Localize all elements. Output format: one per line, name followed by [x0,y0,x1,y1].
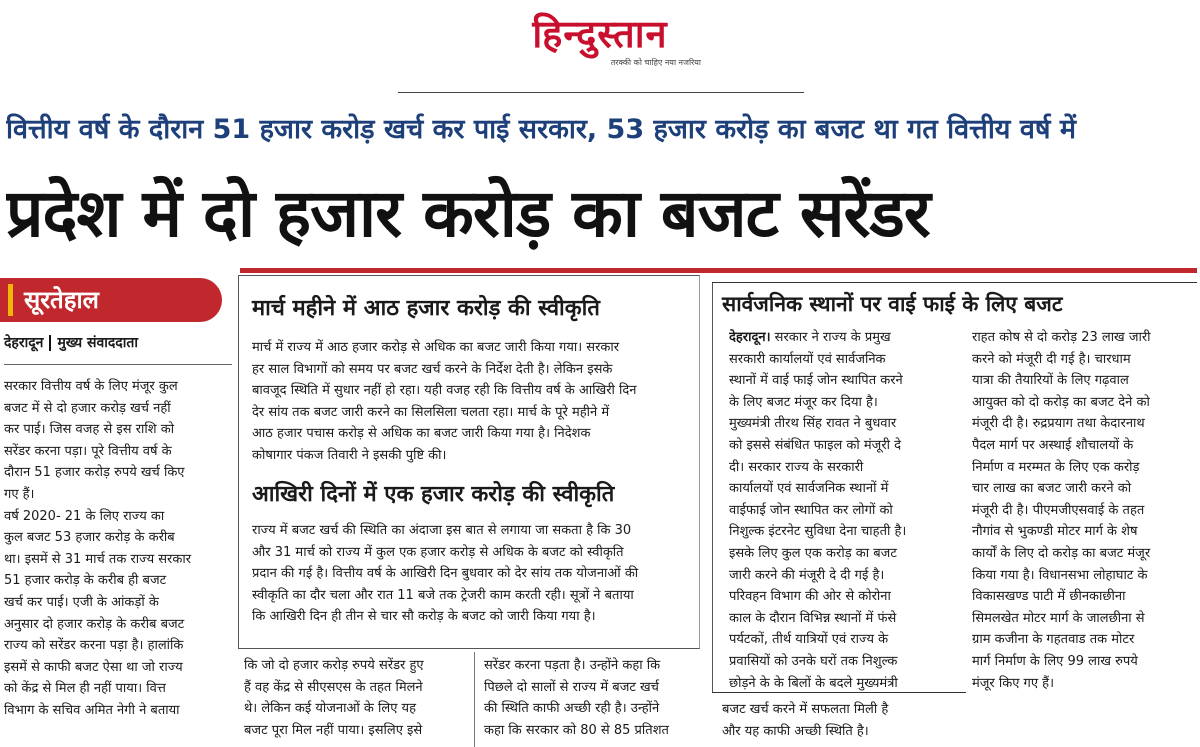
text-line: वाईफाई जोन स्थापित कर लोगों को [729,502,893,518]
kicker-headline: वित्तीय वर्ष के दौरान 51 हजार करोड़ खर्च कर पाई सरकार, 53 हजार करोड़ का बजट था गत वित्तीय वर्ष में [6,114,1077,145]
text-line: ग्राम कजीना के गहतवाड तक मोटर [972,632,1135,648]
story3-heading: सार्वजनिक स्थानों पर वाई फाई के लिए बजट [722,292,1063,316]
main-headline: प्रदेश में दो हजार करोड़ का बजट सरेंडर [6,175,930,252]
byline-place: देहरादून [4,335,44,351]
right-top-divider [712,282,1197,283]
section-tag-label: सूरतेहाल [24,286,99,314]
text-line: किया गया है। विधानसभा लोहाघाट के [972,567,1148,583]
text-line: को केंद्र से मिल ही नहीं पाया। वित्त [4,681,166,697]
text-line: सरेंडर करना पड़ा। पूरे वित्तीय वर्ष के [4,443,172,459]
text-line: गए हैं। [4,486,35,502]
text-line: हर साल विभागों को समय पर बजट खर्च करने के निर्देश देती है। लेकिन इसके [252,361,613,377]
text-line: छोड़ने के के बिलों के बदले मुख्यमंत्री [729,675,898,691]
red-divider [240,268,1197,273]
text-line: काल के दौरान विभिन्न स्थानों में फंसे [729,610,897,626]
story3-place: देहरादून। [729,330,771,345]
text-line: और 31 मार्च को राज्य में कुल एक हजार करोड़ से अधिक के बजट को स्वीकृति [252,544,624,560]
text-line: थे। लेकिन कई योजनाओं के लिए यह [244,701,416,717]
masthead [495,12,705,67]
byline-reporter: मुख्य संवाददाता [57,335,138,351]
text-line: विकासखण्ड पाटी में छीनकाछीना [972,589,1126,605]
text-line: परिवहन विभाग की ओर से कोरोना [729,589,891,605]
left-column-text [4,376,232,722]
text-line: सिमलखेत मोटर मार्ग के जालछीना से [972,610,1145,626]
masthead-tagline: तरक्की को चाहिए नया नजरिया [610,58,701,67]
text-line: आयुक्त को दो करोड़ का बजट देने को [972,394,1150,410]
story3-first-line [729,327,957,349]
text-line: पैदल मार्ग पर अस्थाई शौचालयों के [972,437,1134,453]
text-line: मंजूरी दी है। रुद्रप्रयाग तथा केदारनाथ [972,416,1145,432]
newspaper-logo: हिन्दुस्तान [532,12,668,56]
text-line: प्रवासियों को उनके घरों तक निशुल्क [729,653,898,669]
text-line: राज्य में बजट खर्च की स्थिति का अंदाजा इस बात से लगाया जा सकता है कि 30 [252,523,632,538]
story3-column-a [729,327,957,694]
story3-column-a-lines [729,349,957,695]
text-line: कहा कि सरकार को 80 से 85 प्रतिशत [484,722,669,738]
text-line: कर पाई। जिस वजह से इस राशि को [4,422,175,438]
text-line: कार्यालयों एवं सार्वजनिक स्थानों में [729,481,889,497]
text-line: देर सांय तक बजट जारी करने का सिलसिला चलता रहा। मार्च के पूरे महीने में [252,404,610,420]
text-line: सरेंडर करना पड़ता है। उन्होंने कहा कि [484,658,661,673]
text-line: दौरान 51 हजार करोड़ रुपये खर्च किए [4,465,185,481]
text-line: की स्थिति काफी अच्छी रही है। उन्होंने [484,701,660,717]
text-line: इसमें से काफी बजट ऐसा था जो राज्य [4,659,183,675]
text-line: खर्च कर पाई। एजी के आंकड़ों के [4,594,159,610]
text-line: था। इसमें से 31 मार्च तक राज्य सरकार [4,551,192,567]
story1-body [252,337,688,467]
byline [4,333,234,353]
text-line: के लिए बजट मंजूर कर दिया है। [729,394,878,410]
text-line: करने को मंजूरी दी गई है। चारधाम [972,351,1131,367]
text-line: इसके लिए कुल एक करोड़ का बजट [729,545,897,561]
text-line: निर्माण व मरम्मत के लिए एक करोड़ [972,459,1140,475]
right-bottom-divider [712,692,966,693]
text-line: स्वीकृति का दौर चला और रात 11 बजे तक ट्रेजरी काम करती रही। सूत्रों ने बताया [252,587,634,603]
text-line: सरकार वित्तीय वर्ष के लिए मंजूर कुल [4,379,178,394]
text-line: और यह काफी अच्छी स्थिति है। [722,723,869,739]
text-line: कुल बजट 53 हजार करोड़ के करीब [4,530,175,546]
continuation-column-b [484,655,698,741]
text-line: आठ हजार पचास करोड़ से अधिक का बजट जारी किया गया है। निदेशक [252,426,591,442]
section-tag-accent [8,284,13,316]
text-line: 51 हजार करोड़ के करीब ही बजट [4,573,167,589]
text-line: दी। सरकार राज्य के सरकारी [729,459,864,475]
text-line: पर्यटकों, तीर्थ यात्रियों एवं राज्य के [729,632,889,648]
story2-body [252,520,688,628]
text-line: पिछले दो सालों से राज्य में बजट खर्च [484,679,659,695]
story3-column-b [972,327,1194,694]
text-line: बजट में से दो हजार करोड़ खर्च नहीं [4,400,171,416]
text-line: कि आखिरी दिन ही तीन से चार सौ करोड़ के बजट को जारी किया गया है। [252,609,596,625]
text-line: हैं वह केंद्र से सीएसएस के तहत मिलने [244,679,423,695]
text-line: राहत कोष से दो करोड़ 23 लाख जारी [972,330,1151,345]
story3-column-c [722,699,962,742]
text-line: मंजूर किए गए हैं। [972,675,1055,691]
text-line: बावजूद स्थिति में सुधार नहीं हो रहा। यही वजह रही कि वित्तीय वर्ष के आखिरी दिन [252,383,637,399]
text-line: सरकारी कार्यालयों एवं सार्वजनिक [729,351,886,367]
text-line: वर्ष 2020- 21 के लिए राज्य का [4,508,165,524]
text-line: अनुसार दो हजार करोड़ के करीब बजट [4,616,185,632]
text-line: प्रदान की गई है। वित्तीय वर्ष के आखिरी दिन बुधवार को देर सांय तक योजनाओं की [252,566,639,582]
text-line: राज्य को सरेंडर करना पड़ा है। हालांकि [4,638,184,654]
byline-separator [49,335,51,351]
text-line: कोषागार पंकज तिवारी ने इसकी पुष्टि की। [252,447,447,463]
text-line: कार्यों के लिए दो करोड़ का बजट मंजूर [972,545,1151,561]
continuation-column-a [244,655,466,741]
masthead-divider [398,92,804,93]
text-line: स्थानों में वाई फाई जोन स्थापित करने [729,373,903,389]
text-line: बजट खर्च करने में सफलता मिली है [722,702,889,717]
text-line: मुख्यमंत्री तीरथ सिंह रावत ने बुधवार [729,416,897,432]
text-line: जारी करने की मंजूरी दे दी गई है। [729,567,885,583]
story2-heading: आखिरी दिनों में एक हजार करोड़ की स्वीकृति [252,482,615,507]
text-line: मार्च में राज्य में आठ हजार करोड़ से अधिक का बजट जारी किया गया। सरकार [252,340,620,355]
section-tag [0,278,222,322]
text-line: को इससे संबंधित फाइल को मंजूरी दे [729,437,902,453]
text-line: नौगांव से भुकण्डी मोटर मार्ग के शेष [972,524,1138,540]
text-line: निशुल्क इंटरनेट सुविधा देना चाहती है। [729,524,907,540]
byline-divider [4,364,232,365]
text-line: विभाग के सचिव अमित नेगी ने बताया [4,702,180,718]
story1-heading: मार्च महीने में आठ हजार करोड़ की स्वीकृति [252,296,600,321]
story3-line: सरकार ने राज्य के प्रमुख [770,330,891,345]
text-line: चार लाख का बजट जारी करने को [972,481,1132,497]
column-divider [474,652,475,747]
text-line: यात्रा की तैयारियों के लिए गढ़वाल [972,373,1129,389]
text-line: कि जो दो हजार करोड़ रुपये सरेंडर हुए [244,658,424,673]
text-line: बजट पूरा मिल नहीं पाया। इसलिए इसे [244,722,423,738]
text-line: मंजूरी दी है। पीएमजीएसवाई के तहत [972,502,1145,518]
text-line: मार्ग निर्माण के लिए 99 लाख रुपये [972,653,1138,669]
